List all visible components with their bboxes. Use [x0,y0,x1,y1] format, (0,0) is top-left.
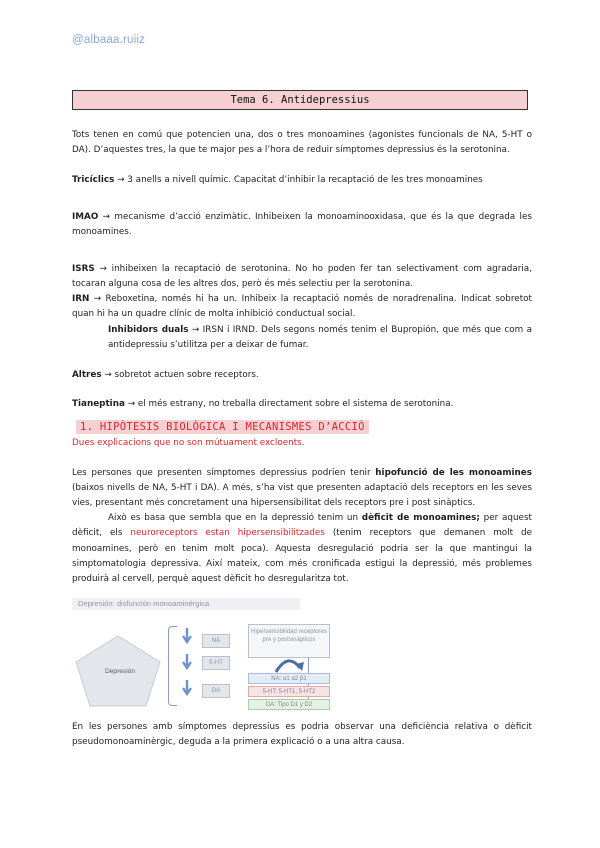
item-isrs [72,262,532,292]
section-heading: 1. HIPÒTESIS BIOLÒGICA I MECANISMES D’ACCIÓ [76,420,369,434]
da-box: DA [202,684,230,698]
page-title: Tema 6. Antidepressius [72,90,528,110]
left-bracket [168,626,177,706]
item-altres [72,368,532,383]
term-label: Altres [72,369,102,380]
term-text: → 3 anells a nivell químic. Capacitat d’inhibir la recaptació de les tres monoamines [114,175,483,185]
ht-box: 5-HT [202,656,230,670]
na-box: NA [202,634,230,648]
section-subheading: Dues explicacions que no son mútuament excloents. [72,437,305,448]
down-arrow-icon [182,628,192,646]
item-duals [72,323,532,353]
item-tianeptina [72,397,532,412]
intro-paragraph: Tots tenen en comú que potencien una, dos o tres monoamines (agonistes funcionals de NA, 5-HT o DA). D’aquestes tres, la que te major pes a l’hora de reduir símptomes depressius és la serotonina. [72,130,532,156]
text-run: (tenim receptors que demanen molt de monoamines, però en tenim molt poca). Aquesta desregulació podria ser la que mantingui la simptomatologia depressiva. Així mateix, com més cronificada estigui la depressió, més problemes produirà al cervell, perquè aquest dèficit ho desregularitza tot. [72,528,532,585]
down-arrow-icon [182,654,192,672]
term-label: Inhibidors duals [108,324,189,335]
term-text: → inhibeixen la recaptació de serotonina. No ho poden fer tan selectivament com agradaria, tocaran alguna cosa de les altres dos, però és més selectiu per la serotonina. [72,263,532,289]
section-paragraph-1 [72,466,532,512]
diagram-title: Depresión: disfunción monoaminérgica [72,598,300,610]
text-run: per aquest dèficit, els [72,513,532,539]
receptor-na: NA: α1 α2 β1 [248,673,330,684]
section-paragraph-2 [72,511,532,587]
term-text: → el més estrany, no treballa directament sobre el sistema de serotonina. [124,399,454,410]
closing-paragraph [72,720,532,750]
term-label: ISRS [72,263,95,274]
down-arrow-icon [182,680,192,698]
monoamine-diagram [72,598,334,716]
term-label: IMAO [72,211,99,222]
hypersensitivity-box: Hipersensibilidad receptores pre y postsinápticos [248,624,330,658]
term-text: → Reboxetina, només hi ha un. Inhibeix la recaptació només de noradrenalina. Indicat sobretot quan hi ha un quadre clínic de molta inhibició conductual social. [72,294,532,320]
text-run: Això es basa que sembla que en la depressió tenim un [108,513,362,524]
bold-run: hipofunció de les monoamines [375,467,532,478]
main-content [72,128,532,587]
item-irn [72,292,532,322]
curved-arrow-icon [272,656,306,674]
bold-run: dèficit de monoamines; [361,513,480,524]
term-label: IRN [72,294,90,305]
term-text: → IRSN i IRND. Dels segons només tenim el Bupropión, que més que com a antidepressiu s’utilitza per a deixar de fumar. [108,324,532,350]
receptor-da: DA: Tipo D1 y D2 [248,699,330,710]
term-label: Tianeptina [72,399,125,410]
term-text: → mecanisme d’acció enzimàtic. Inhibeixen la monoaminooxidasa, que és la que degrada les monoamines. [72,211,532,237]
closing-text: En les persones amb símptomes depressius es podria observar una deficiència relativa o dèficit pseudomonoaminèrgic, deguda a la primera explicació o a una altra causa. [72,722,532,748]
item-triciclics [72,173,532,188]
receptor-ht: 5-HT: 5-HT1, 5-HT2 [248,686,330,697]
term-label: Tricíclics [72,175,115,185]
text-run: (baixos nivells de NA, 5-HT i DA). A més, s’ha vist que presenten adaptació dels receptors en les seves vies, presentant més concretament una hipersensibilitat dels receptors pre i post sinàptics. [72,482,532,509]
item-imao [72,210,532,240]
text-run: Les persones que presenten símptomes depressius podrien tenir [72,467,376,478]
term-text: → sobretot actuen sobre receptors. [101,369,259,380]
author-handle: @albaaa.ruiiz [72,34,146,46]
diagram-center-label: Depresión [104,668,136,675]
red-run: neuroreceptors estan hipersensibilitzades [130,528,325,539]
